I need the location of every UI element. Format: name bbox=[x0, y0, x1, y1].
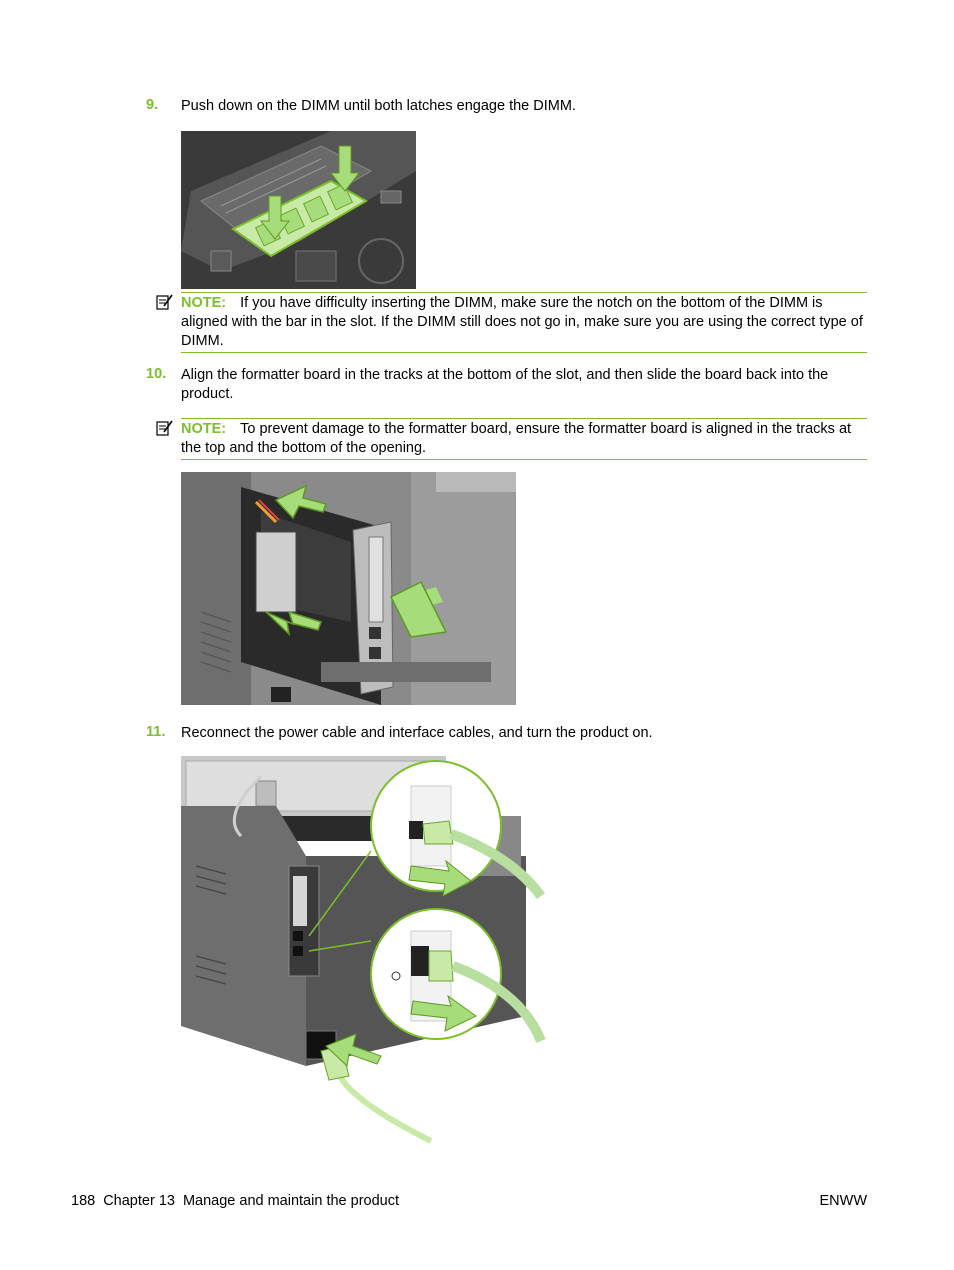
page-footer-right: ENWW bbox=[819, 1193, 867, 1209]
note-dimm bbox=[181, 292, 867, 353]
formatter-board-illustration bbox=[181, 472, 516, 705]
page-number: 188 bbox=[71, 1193, 96, 1209]
dimm-install-illustration bbox=[181, 131, 416, 289]
reconnect-cables-illustration bbox=[181, 756, 546, 1146]
step-10-number: 10. bbox=[146, 366, 167, 382]
step-11-number: 11. bbox=[146, 724, 166, 740]
note-icon bbox=[155, 293, 173, 311]
note-text: To prevent damage to the formatter board, ensure the formatter board is aligned in the tracks at the top and the bottom of the opening. bbox=[181, 421, 852, 456]
note-icon bbox=[155, 419, 173, 437]
note-formatter bbox=[181, 418, 867, 460]
note-label: NOTE: bbox=[181, 295, 227, 311]
note-text: If you have difficulty inserting the DIMM, make sure the notch on the bottom of the DIMM is aligned with the bar in the slot. If the DIMM still does not go in, make sure you are using the correct type of DIMM. bbox=[181, 295, 863, 349]
page-footer-left bbox=[71, 1193, 407, 1209]
step-9-number: 9. bbox=[146, 97, 159, 113]
chapter-title: Manage and maintain the product bbox=[182, 1193, 399, 1209]
step-10-text: Align the formatter board in the tracks at the bottom of the slot, and then slide the board back into the product. bbox=[181, 367, 829, 402]
step-11-text: Reconnect the power cable and interface cables, and turn the product on. bbox=[181, 725, 653, 741]
step-9-text: Push down on the DIMM until both latches engage the DIMM. bbox=[181, 98, 576, 114]
note-label: NOTE: bbox=[181, 421, 227, 437]
chapter-label: Chapter 13 bbox=[103, 1193, 175, 1209]
